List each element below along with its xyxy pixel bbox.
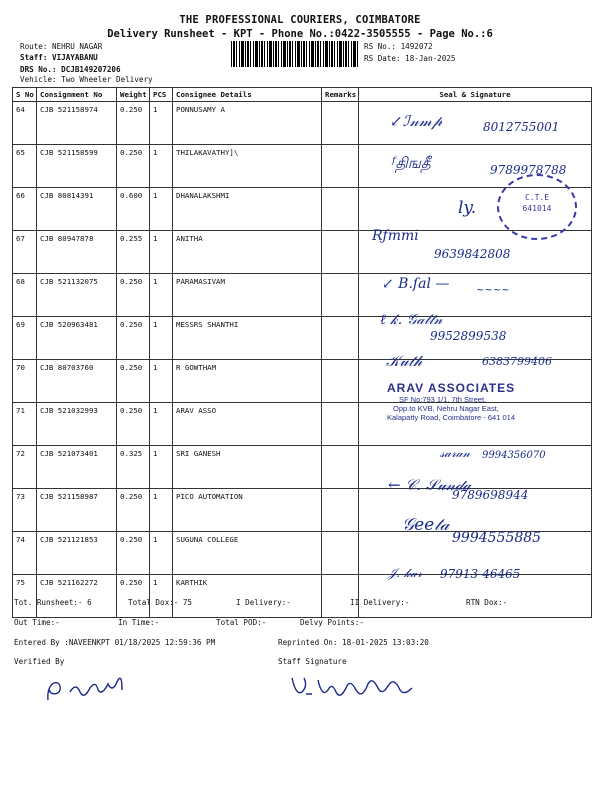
staff-signature-label: Staff Signature <box>278 657 347 666</box>
rs-date: RS Date: 18-Jan-2025 <box>364 54 456 63</box>
cell-pcs: 1 <box>150 231 173 274</box>
cell-consignee: DHANALAKSHMI <box>173 188 322 231</box>
phone-67: 9639842808 <box>434 247 511 261</box>
verifier-signature-icon <box>40 670 160 710</box>
cell-remarks <box>322 575 359 618</box>
cell-consignee: KARTHIK <box>173 575 322 618</box>
cell-sno: 67 <box>13 231 37 274</box>
cell-consignee: PICO AUTOMATION <box>173 489 322 532</box>
phone-64: 8012755001 <box>483 120 560 134</box>
cell-consignee: R GOWTHAM <box>173 360 322 403</box>
vehicle-label: Vehicle: Two Wheeler Delivery <box>20 75 153 84</box>
total-pod: Total POD:- <box>216 618 267 627</box>
cell-consignment-no: CJB 521162272 <box>37 575 117 618</box>
post-stamp: C.T.E 641014 <box>497 174 577 240</box>
tot-runsheet: Tot. Runsheet:- 6 <box>14 598 92 607</box>
signature-66: ly. <box>458 198 477 218</box>
signature-70: 𝒦𝓊𝓉𝒽 <box>386 352 423 370</box>
cell-weight: 0.250 <box>117 360 150 403</box>
i-delivery: I Delivery:- <box>236 598 291 607</box>
phone-74: 9994555885 <box>452 530 542 546</box>
signature-69: ℓ 𝓀. 𝒢𝒶𝓁𝓉𝓃 <box>380 312 443 328</box>
signature-68: ↙ B.ſal — <box>382 276 450 292</box>
cell-sno: 70 <box>13 360 37 403</box>
runsheet-title: Delivery Runsheet - KPT - Phone No.:0422-3505555 - Page No.:6 <box>107 28 493 40</box>
phone-65: 9789978788 <box>490 163 567 177</box>
cell-pcs: 1 <box>150 145 173 188</box>
cell-pcs: 1 <box>150 489 173 532</box>
ii-delivery: II Delivery:- <box>350 598 410 607</box>
cell-consignee: SRI GANESH <box>173 446 322 489</box>
cell-remarks <box>322 231 359 274</box>
rtn-dox: RTN Dox:- <box>466 598 508 607</box>
total-dox: Total Dox:- 75 <box>128 598 193 607</box>
signature-73: ← 𝒞. 𝒮𝓊𝓃𝒹𝒶 <box>388 476 471 494</box>
cell-remarks <box>322 102 359 145</box>
cell-pcs: 1 <box>150 532 173 575</box>
col-seal: Seal & Signature <box>359 88 592 102</box>
entered-by: Entered By :NAVEENKPT 01/18/2025 12:59:36 PM <box>14 638 216 647</box>
cell-sno: 72 <box>13 446 37 489</box>
table-header-row <box>13 88 592 102</box>
cell-consignment-no: CJB 521158987 <box>37 489 117 532</box>
cell-weight: 0.250 <box>117 532 150 575</box>
cell-consignment-no: CJB 80947878 <box>37 231 117 274</box>
signature-65: ᶠதிஙதீ <box>392 154 431 172</box>
cell-consignee: SUGUNA COLLEGE <box>173 532 322 575</box>
cell-consignment-no: CJB 80703760 <box>37 360 117 403</box>
drs-number: DRS No.: DCJB149207206 <box>20 65 121 74</box>
cell-remarks <box>322 489 359 532</box>
col-consignment: Consignment No <box>37 88 117 102</box>
cell-weight: 0.250 <box>117 102 150 145</box>
barcode-icon <box>231 41 358 67</box>
cell-consignment-no: CJB 521032993 <box>37 403 117 446</box>
cell-remarks <box>322 403 359 446</box>
cell-sno: 71 <box>13 403 37 446</box>
cell-consignee: THILAKAVATHY]\ <box>173 145 322 188</box>
cell-sno: 66 <box>13 188 37 231</box>
cell-sno: 69 <box>13 317 37 360</box>
phone-69: 9952899538 <box>430 329 507 343</box>
phone-72: 9994356070 <box>482 450 546 461</box>
col-consignee: Consignee Details <box>173 88 322 102</box>
in-time: In Time:- <box>118 618 160 627</box>
reprinted-on: Reprinted On: 18-01-2025 13:03:20 <box>278 638 429 647</box>
cell-consignment-no: CJB 520963481 <box>37 317 117 360</box>
verified-by-label: Verified By <box>14 657 65 666</box>
cell-pcs: 1 <box>150 188 173 231</box>
phone-73: 9789698944 <box>452 488 529 502</box>
cell-weight: 0.250 <box>117 274 150 317</box>
cell-weight: 0.250 <box>117 145 150 188</box>
cell-remarks <box>322 145 359 188</box>
phone-75: 97913-46465 <box>440 567 521 581</box>
cell-sno: 65 <box>13 145 37 188</box>
cell-sno: 74 <box>13 532 37 575</box>
col-remarks: Remarks <box>322 88 359 102</box>
cell-consignee: ARAV ASSO <box>173 403 322 446</box>
cell-consignment-no: CJB 80814391 <box>37 188 117 231</box>
cell-consignment-no: CJB 521158599 <box>37 145 117 188</box>
cell-consignee: PONNUSAMY A <box>173 102 322 145</box>
col-pcs: PCS <box>150 88 173 102</box>
signature-75: 𝒥. 𝓀𝒶𝓇 <box>388 566 422 580</box>
signature-67: Rƒmmi <box>372 228 419 244</box>
cell-consignee: PARAMASIVAM <box>173 274 322 317</box>
cell-weight: 0.600 <box>117 188 150 231</box>
cell-weight: 0.250 <box>117 317 150 360</box>
cell-remarks <box>322 188 359 231</box>
cell-pcs: 1 <box>150 575 173 618</box>
cell-weight: 0.325 <box>117 446 150 489</box>
cell-pcs: 1 <box>150 360 173 403</box>
cell-sno: 64 <box>13 102 37 145</box>
cell-sno: 73 <box>13 489 37 532</box>
cell-weight: 0.255 <box>117 231 150 274</box>
staff-signature-icon <box>282 668 442 708</box>
staff-label: Staff: VIJAYABANU <box>20 53 98 62</box>
cell-pcs: 1 <box>150 102 173 145</box>
rs-number: RS No.: 1492072 <box>364 42 433 51</box>
cell-consignee: MESSRS SHANTHI <box>173 317 322 360</box>
cell-pcs: 1 <box>150 403 173 446</box>
route-label: Route: NEHRU NAGAR <box>20 42 103 51</box>
cell-pcs: 1 <box>150 317 173 360</box>
cell-pcs: 1 <box>150 446 173 489</box>
signature-72: 𝓈𝒶𝓇𝒶𝓃 <box>440 446 470 460</box>
cell-pcs: 1 <box>150 274 173 317</box>
cell-sno: 68 <box>13 274 37 317</box>
cell-consignment-no: CJB 521073401 <box>37 446 117 489</box>
cell-remarks <box>322 360 359 403</box>
cell-remarks <box>322 274 359 317</box>
out-time: Out Time:- <box>14 618 60 627</box>
cell-consignment-no: CJB 521121853 <box>37 532 117 575</box>
cell-consignee: ANITHA <box>173 231 322 274</box>
col-weight: Weight <box>117 88 150 102</box>
phone-68: ~~~~ <box>476 285 510 296</box>
cell-sno: 75 <box>13 575 37 618</box>
signature-74: 𝒢𝑒𝑒𝓉𝒶 <box>402 515 450 535</box>
cell-consignment-no: CJB 521158974 <box>37 102 117 145</box>
cell-weight: 0.250 <box>117 489 150 532</box>
cell-consignment-no: CJB 521132075 <box>37 274 117 317</box>
delvy-points: Delvy Points:- <box>300 618 365 627</box>
col-sno: S No <box>13 88 37 102</box>
cell-remarks <box>322 446 359 489</box>
company-title: THE PROFESSIONAL COURIERS, COIMBATORE <box>179 14 421 26</box>
cell-remarks <box>322 317 359 360</box>
cell-weight: 0.250 <box>117 403 150 446</box>
cell-weight: 0.250 <box>117 575 150 618</box>
cell-remarks <box>322 532 359 575</box>
signature-64: ↙ℐ𝓃𝓂𝓅 <box>390 112 443 130</box>
arav-associates-seal: ARAV ASSOCIATES SF No:793 1/1, 7th Street, Opp.to KVB, Nehru Nagar East, Kalapatty Road, Coimbatore - 641 014 <box>387 381 516 422</box>
phone-70: 6383799406 <box>482 355 552 368</box>
